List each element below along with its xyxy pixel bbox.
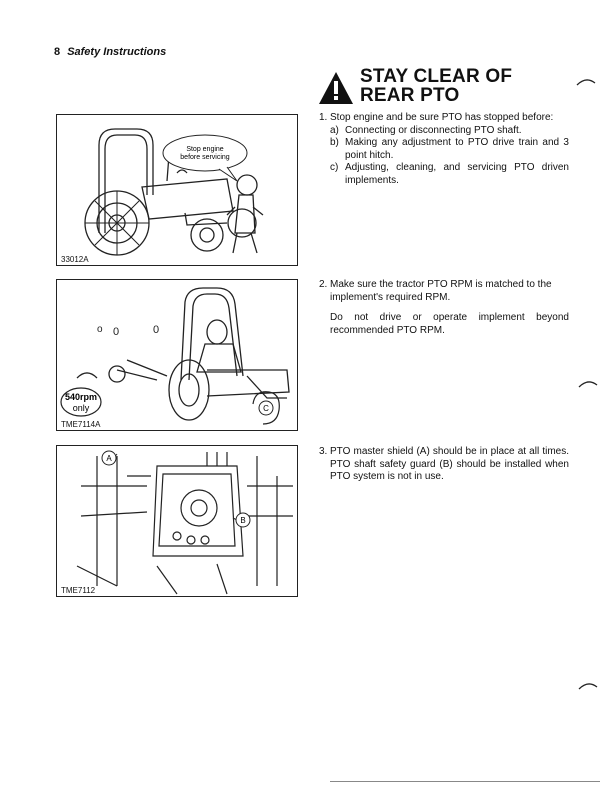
callout-a: A [106, 454, 112, 463]
page-title: STAY CLEAR OF REAR PTO [360, 66, 513, 106]
section-title: Safety Instructions [67, 46, 167, 58]
item-text: Stop engine and be sure PTO has stopped before: [330, 112, 554, 123]
subitem-c: c) Adjusting, cleaning, and servicing PTO driven implements. [330, 162, 569, 186]
figure-stop-engine [56, 114, 298, 266]
edge-tab-mark [578, 680, 598, 690]
figure-label: TME7112 [61, 586, 96, 595]
edge-tab-mark [578, 378, 598, 388]
speech-line-2: before servicing [180, 154, 230, 161]
figure-pto-shield [56, 445, 298, 597]
pto-tractor-illustration [57, 280, 297, 430]
rpm-badge-value: 540rpm [64, 392, 98, 402]
pto-shield-illustration [57, 446, 297, 596]
item-text: Make sure the tractor PTO RPM is matched to the implement's required RPM. [330, 279, 552, 303]
item-number: 3. [319, 446, 328, 457]
item-number: 2. [319, 279, 328, 290]
warning-triangle-icon [318, 71, 354, 105]
page-header [54, 46, 166, 58]
callout-c: C [263, 404, 269, 413]
instruction-item-2 [319, 279, 569, 337]
figure-label: 33012A [61, 255, 89, 264]
item-extra-text: Do not drive or operate implement beyond recommended PTO RPM. [330, 312, 569, 336]
subitem-a: a) Connecting or disconnecting PTO shaft. [330, 124, 522, 136]
rpm-badge-only: only [72, 403, 90, 413]
tractor-illustration [57, 115, 297, 265]
callout-b: B [240, 516, 246, 525]
svg-text:o: o [97, 324, 103, 335]
speech-line-1: Stop engine [186, 146, 224, 153]
instruction-item-1 [319, 112, 569, 187]
figure-pto-rpm [56, 279, 298, 431]
svg-text:0: 0 [113, 326, 120, 338]
svg-text:0: 0 [153, 324, 160, 336]
edge-tab-mark [576, 76, 596, 86]
instruction-item-3 [319, 446, 569, 484]
footer-rule [330, 781, 600, 782]
item-number: 1. [319, 112, 328, 123]
page-number: 8 [54, 46, 61, 58]
item-text: PTO master shield (A) should be in place at all times. PTO shaft safety guard (B) should be installed when PTO system is not in use. [330, 446, 569, 482]
figure-label: TME7114A [61, 420, 101, 429]
subitem-b: b) Making any adjustment to PTO drive train and 3 point hitch. [330, 137, 569, 161]
